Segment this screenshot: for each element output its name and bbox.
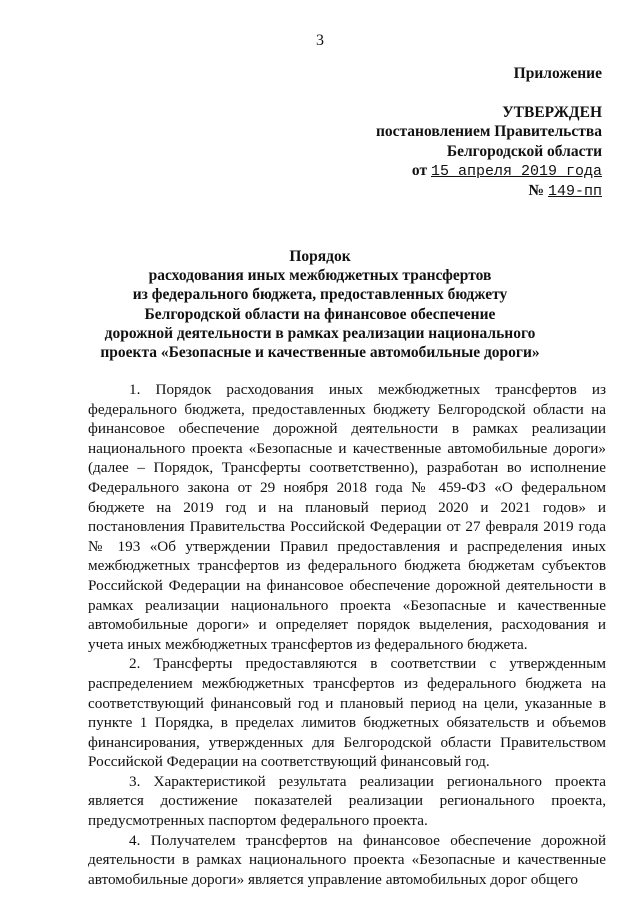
title-line-3: из федерального бюджета, предоставленных бюджету: [132, 286, 508, 304]
date-prefix: от: [411, 162, 428, 179]
approval-block: [342, 64, 602, 200]
paragraph-4: 4. Получателем трансфертов на финансовое обеспечение дорожной деятельности в рамках национального проекта «Безопасные и качественные автомобильные дороги» является управление автомобильных дорог общего: [88, 831, 606, 888]
appendix-label: Приложение: [513, 65, 602, 82]
approval-line-1: постановлением Правительства: [375, 123, 602, 140]
title-line-5: дорожной деятельности в рамках реализации национального: [104, 324, 536, 342]
title-line-6: проекта «Безопасные и качественные автомобильные дороги»: [100, 343, 540, 361]
title-line-4: Белгородской области на финансовое обеспечение: [144, 305, 496, 323]
document-body: [88, 380, 606, 889]
approval-number-line: [342, 181, 602, 201]
title-line-2: расходования иных межбюджетных трансфертов: [148, 267, 492, 285]
title-line-1: Порядок: [289, 248, 351, 265]
approval-date: 15 апреля 2019 года: [430, 163, 602, 180]
paragraph-3: 3. Характеристикой результата реализации регионального проекта является достижение показателей реализации регионального проекта, предусмотренных паспортом федерального проекта.: [88, 772, 606, 830]
document-title: [0, 247, 640, 362]
approved-heading: УТВЕРЖДЕН: [502, 103, 602, 121]
page-number: 3: [316, 32, 324, 49]
approval-line-2: Белгородской области: [446, 142, 602, 160]
approval-date-line: [342, 161, 602, 181]
paragraph-2: 2. Трансферты предоставляются в соответствии с утвержденным распределением межбюджетных трансфертов из федерального бюджета на соответствующий финансовый год и плановый период на цели, указанные в пункте 1 Порядка, в пределах лимитов бюджетных обязательств и объемов финансирования, утвержденных для Белгородской области Правительством Российской Федерации на соответствующий финансовый год.: [88, 655, 606, 771]
paragraph-1: 1. Порядок расходования иных межбюджетных трансфертов из федерального бюджета, предоставленных бюджету Белгородской области на финансовое обеспечение дорожной деятельности в рамках реализации национального проекта «Безопасные и качественные автомобильные дороги» (далее – Порядок, Трансферты соответственно), разработан во исполнение Федерального закона от 29 ноября 2018 года № 459-ФЗ «О федеральном бюджете на 2019 год и на плановый период 2020 и 2021 годов» и постановления Правительства Российской Федерации от 27 февраля 2019 года № 193 «Об утверждении Правил предоставления и распределения иных межбюджетных трансфертов из федерального бюджета бюджетам субъектов Российской Федерации на финансовое обеспечение дорожной деятельности в рамках реализации национального проекта «Безопасные и качественные автомобильные дороги» и определяет порядок выделения, расходования и учета иных межбюджетных трансфертов из федерального бюджета.: [88, 381, 606, 653]
number-prefix: №: [528, 181, 545, 199]
approval-number: 149-пп: [547, 182, 602, 200]
